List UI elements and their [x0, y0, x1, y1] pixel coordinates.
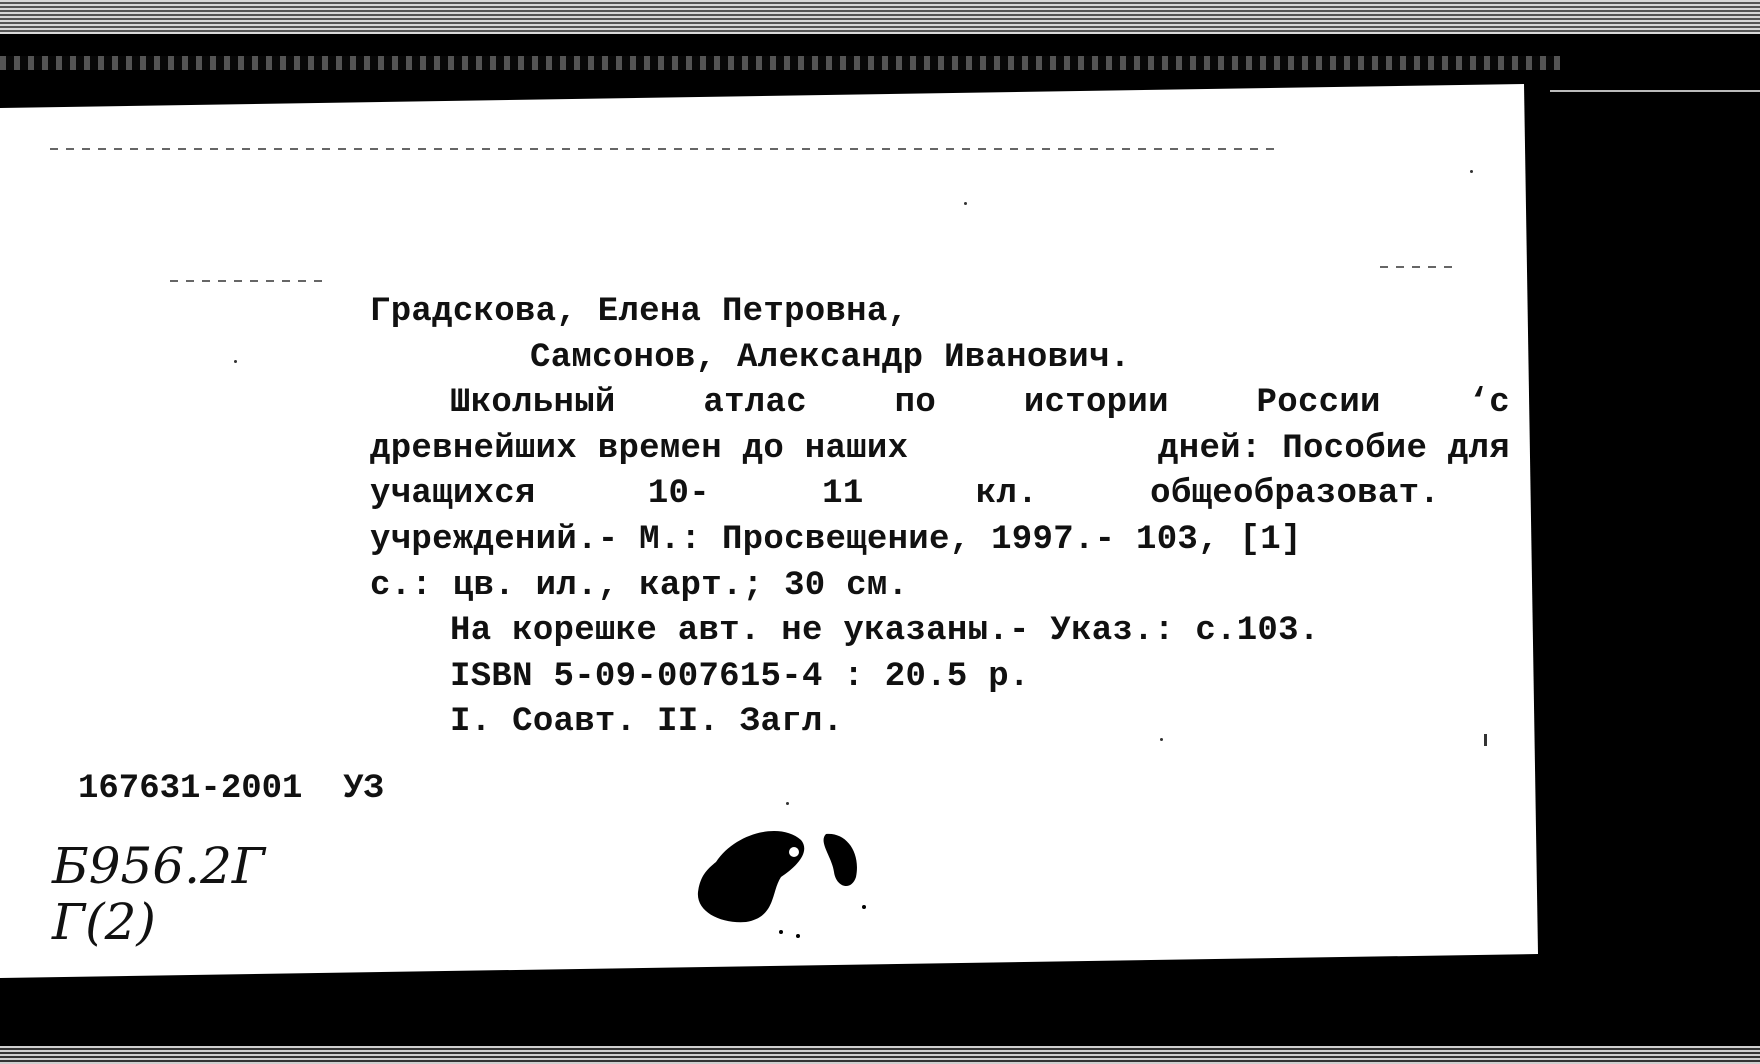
scan-border-top: [0, 0, 1760, 34]
tracings-line: I. Соавт. II. Загл.: [450, 703, 844, 742]
title-word: учащихся: [370, 475, 536, 514]
scan-noise-strip: [0, 56, 1560, 70]
inventory-code: УЗ: [343, 770, 385, 808]
ink-blot: [686, 822, 876, 942]
speck: [234, 360, 237, 363]
title-segment: дней: Пособие для: [1158, 429, 1510, 468]
speck: [786, 802, 789, 805]
title-line-1: [370, 381, 1510, 427]
card-top-dashes: [50, 148, 1280, 150]
note-line: На корешке авт. не указаны.- Указ.: с.103.: [450, 612, 1320, 651]
card-left-dashes: [170, 280, 330, 282]
scan-edge-line: [1550, 90, 1760, 92]
title-word: Школьный: [450, 384, 616, 423]
imprint-line: учреждений.- М.: Просвещение, 1997.- 103, [1]: [370, 520, 1302, 559]
title-line-2: [370, 427, 1510, 473]
collation-line: с.: цв. ил., карт.; 30 см.: [370, 566, 909, 605]
card-text-block: [370, 290, 1510, 746]
title-word: 10-: [647, 475, 710, 514]
isbn-line: ISBN 5-09-007615-4 : 20.5 р.: [450, 657, 1030, 696]
title-word: общеобразоват.: [1150, 475, 1440, 514]
author-line: Градскова, Елена Петровна,: [370, 293, 909, 331]
speck: [964, 202, 967, 205]
title-line-3: [370, 472, 1510, 518]
card-right-dashes: [1380, 266, 1460, 268]
title-word: кл.: [975, 475, 1038, 514]
inventory-number: 167631-2001: [78, 770, 303, 808]
title-word: России: [1256, 384, 1381, 423]
title-word: ‘с: [1468, 384, 1510, 423]
coauthor-line: Самсонов, Александр Иванович.: [530, 338, 1131, 377]
speck: [1470, 170, 1473, 173]
shelfmark-line-1: Б956.2Г: [52, 837, 265, 895]
title-word: 11: [822, 475, 864, 514]
shelfmark-line-2: Г(2): [52, 893, 156, 951]
title-segment: древнейших времен до наших: [370, 429, 909, 468]
title-word: по: [894, 384, 937, 423]
title-word: истории: [1023, 384, 1169, 423]
title-word: атлас: [703, 384, 807, 423]
inventory-line: [78, 770, 384, 808]
handwritten-shelfmark: [52, 838, 265, 950]
scan-border-bottom: [0, 1046, 1760, 1064]
